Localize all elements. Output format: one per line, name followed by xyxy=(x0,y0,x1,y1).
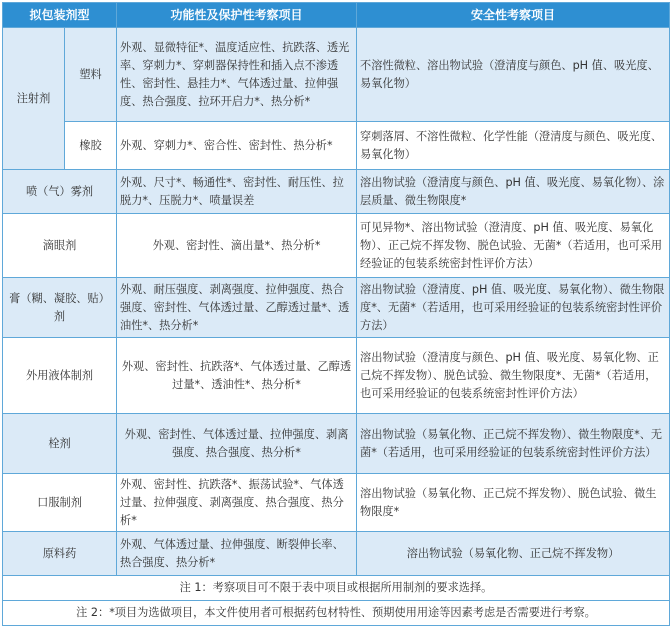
functional-cell: 外观、耐压强度、剥离强度、拉伸强度、热合强度、密封性、气体透过量、乙醇透过量*、透油性*、热分析* xyxy=(117,278,357,338)
dosage-cell: 原料药 xyxy=(3,532,117,576)
dosage-cell: 喷（气）雾剂 xyxy=(3,170,117,214)
sub-type-cell: 橡胶 xyxy=(65,122,117,170)
dosage-cell: 口服制剂 xyxy=(3,474,117,532)
table-row xyxy=(3,214,670,278)
safety-cell: 穿刺落屑、不溶性微粒、化学性能（澄清度与颜色、吸光度、易氧化物） xyxy=(357,122,670,170)
note-2: 注 2：*项目为选做项目，本文件使用者可根据药包材特性、预期使用用途等因素考虑是否需要进行考察。 xyxy=(3,601,670,626)
table-row xyxy=(3,474,670,532)
note-1: 注 1：考察项目可不限于表中项目或根据所用制剂的要求选择。 xyxy=(3,576,670,601)
table-row xyxy=(3,532,670,576)
functional-cell: 外观、密封性、气体透过量、拉伸强度、剥离强度、热合强度、热分析* xyxy=(117,414,357,474)
safety-cell: 溶出物试验（澄清度、pH 值、吸光度、易氧化物）、微生物限度*、无菌*（若适用，也可采用经验证的包装系统密封性评价方法） xyxy=(357,278,670,338)
functional-cell: 外观、显微特征*、温度适应性、抗跌落、透光率、穿刺力*、穿刺器保持性和插入点不渗透性、密封性、悬挂力*、气体透过量、拉伸强度、热合强度、拉环开启力*、热分析* xyxy=(117,28,357,122)
safety-cell: 溶出物试验（易氧化物、正己烷不挥发物）、微生物限度*、无菌*（若适用，也可采用经验证的包装系统密封性评价方法） xyxy=(357,414,670,474)
table-row xyxy=(3,414,670,474)
table-row xyxy=(3,170,670,214)
functional-cell: 外观、密封性、抗跌落*、气体透过量、乙醇透过量*、透油性*、热分析* xyxy=(117,338,357,414)
packaging-test-table xyxy=(2,2,670,626)
note-row xyxy=(3,601,670,626)
dosage-cell: 外用液体制剂 xyxy=(3,338,117,414)
sub-type-cell: 塑料 xyxy=(65,28,117,122)
dosage-cell: 膏（糊、凝胶、贴）剂 xyxy=(3,278,117,338)
table-row xyxy=(3,28,670,122)
functional-cell: 外观、气体透过量、拉伸强度、断裂伸长率、热合强度、热分析* xyxy=(117,532,357,576)
table-header-row xyxy=(3,3,670,28)
table-row xyxy=(3,338,670,414)
dosage-cell: 滴眼剂 xyxy=(3,214,117,278)
safety-cell: 溶出物试验（澄清度与颜色、pH 值、吸光度、易氧化物）、涂层质量、微生物限度* xyxy=(357,170,670,214)
functional-cell: 外观、穿刺力*、密合性、密封性、热分析* xyxy=(117,122,357,170)
header-functional: 功能性及保护性考察项目 xyxy=(117,3,357,28)
safety-cell: 溶出物试验（易氧化物、正己烷不挥发物）、脱色试验、微生物限度* xyxy=(357,474,670,532)
table-row xyxy=(3,278,670,338)
note-row xyxy=(3,576,670,601)
functional-cell: 外观、尺寸*、畅通性*、密封性、耐压性、拉脱力*、压脱力*、喷量误差 xyxy=(117,170,357,214)
dosage-cell: 注射剂 xyxy=(3,28,65,170)
safety-cell: 溶出物试验（澄清度与颜色、pH 值、吸光度、易氧化物、正己烷不挥发物）、脱色试验、微生物限度*、无菌*（若适用，也可采用经验证的包装系统密封性评价方法） xyxy=(357,338,670,414)
table-row xyxy=(3,122,670,170)
safety-cell: 溶出物试验（易氧化物、正己烷不挥发物） xyxy=(357,532,670,576)
dosage-cell: 栓剂 xyxy=(3,414,117,474)
functional-cell: 外观、密封性、抗跌落*、振荡试验*、气体透过量、拉伸强度、剥离强度、热合强度、热分析* xyxy=(117,474,357,532)
functional-cell: 外观、密封性、滴出量*、热分析* xyxy=(117,214,357,278)
header-safety: 安全性考察项目 xyxy=(357,3,670,28)
safety-cell: 可见异物*、溶出物试验（澄清度、pH 值、吸光度、易氧化物）、正己烷不挥发物、脱色试验、无菌*（若适用，也可采用经验证的包装系统密封性评价方法） xyxy=(357,214,670,278)
safety-cell: 不溶性微粒、溶出物试验（澄清度与颜色、pH 值、吸光度、易氧化物） xyxy=(357,28,670,122)
header-dosage-form: 拟包装剂型 xyxy=(3,3,117,28)
